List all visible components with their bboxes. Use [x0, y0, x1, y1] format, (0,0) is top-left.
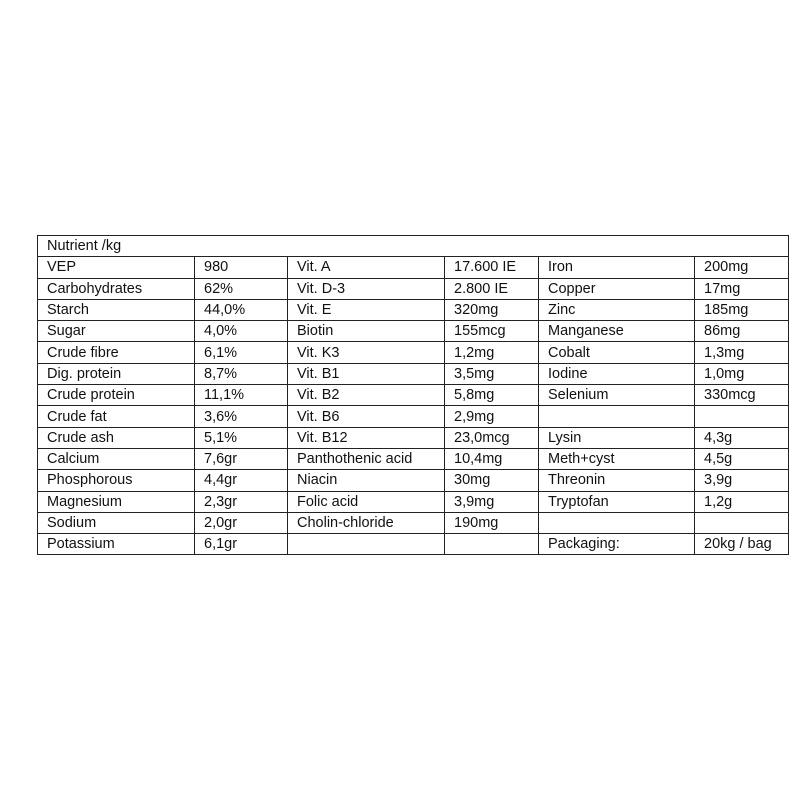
- nutrient-value-cell: 5,1%: [195, 427, 288, 448]
- nutrient-value-cell: 62%: [195, 278, 288, 299]
- table-title: Nutrient /kg: [38, 236, 789, 257]
- nutrient-name-cell: [288, 534, 445, 555]
- nutrient-name-cell: Vit. A: [288, 257, 445, 278]
- nutrient-value-cell: 10,4mg: [445, 448, 539, 469]
- nutrient-value-cell: 5,8mg: [445, 385, 539, 406]
- nutrient-name-cell: Magnesium: [38, 491, 195, 512]
- nutrient-value-cell: 320mg: [445, 299, 539, 320]
- table-title-row: [38, 236, 789, 257]
- nutrient-table: [37, 235, 789, 555]
- nutrient-name-cell: Vit. B2: [288, 385, 445, 406]
- nutrient-name-cell: Vit. D-3: [288, 278, 445, 299]
- nutrient-value-cell: 1,2mg: [445, 342, 539, 363]
- nutrient-value-cell: [695, 512, 789, 533]
- nutrient-name-cell: [539, 406, 695, 427]
- table-row: [38, 491, 789, 512]
- nutrient-value-cell: 6,1gr: [195, 534, 288, 555]
- nutrient-name-cell: Iron: [539, 257, 695, 278]
- nutrient-name-cell: Cholin-chloride: [288, 512, 445, 533]
- nutrient-value-cell: 200mg: [695, 257, 789, 278]
- nutrient-value-cell: 2,3gr: [195, 491, 288, 512]
- nutrient-value-cell: [445, 534, 539, 555]
- nutrient-name-cell: Calcium: [38, 448, 195, 469]
- nutrient-value-cell: 2,9mg: [445, 406, 539, 427]
- nutrient-name-cell: Vit. B1: [288, 363, 445, 384]
- nutrient-value-cell: 7,6gr: [195, 448, 288, 469]
- nutrient-value-cell: 8,7%: [195, 363, 288, 384]
- nutrient-value-cell: 1,3mg: [695, 342, 789, 363]
- nutrient-value-cell: 3,5mg: [445, 363, 539, 384]
- nutrient-value-cell: 330mcg: [695, 385, 789, 406]
- nutrient-value-cell: 2,0gr: [195, 512, 288, 533]
- nutrient-value-cell: 17.600 IE: [445, 257, 539, 278]
- table-row: [38, 321, 789, 342]
- nutrient-name-cell: Niacin: [288, 470, 445, 491]
- nutrient-name-cell: Sugar: [38, 321, 195, 342]
- nutrient-value-cell: 6,1%: [195, 342, 288, 363]
- table-row: [38, 448, 789, 469]
- table-row: [38, 299, 789, 320]
- nutrient-value-cell: 3,9mg: [445, 491, 539, 512]
- nutrient-value-cell: 2.800 IE: [445, 278, 539, 299]
- nutrient-name-cell: Vit. B6: [288, 406, 445, 427]
- nutrient-value-cell: 23,0mcg: [445, 427, 539, 448]
- nutrient-value-cell: 4,5g: [695, 448, 789, 469]
- nutrient-name-cell: Vit. K3: [288, 342, 445, 363]
- nutrient-name-cell: Folic acid: [288, 491, 445, 512]
- nutrient-name-cell: Meth+cyst: [539, 448, 695, 469]
- table-row: [38, 406, 789, 427]
- table-row: [38, 363, 789, 384]
- nutrient-value-cell: 86mg: [695, 321, 789, 342]
- nutrient-name-cell: Crude fibre: [38, 342, 195, 363]
- nutrient-value-cell: 155mcg: [445, 321, 539, 342]
- nutrient-value-cell: 185mg: [695, 299, 789, 320]
- nutrient-value-cell: 980: [195, 257, 288, 278]
- nutrient-name-cell: Copper: [539, 278, 695, 299]
- table-row: [38, 342, 789, 363]
- nutrient-name-cell: Zinc: [539, 299, 695, 320]
- nutrient-name-cell: Iodine: [539, 363, 695, 384]
- nutrient-name-cell: Crude ash: [38, 427, 195, 448]
- nutrient-value-cell: 4,0%: [195, 321, 288, 342]
- nutrient-value-cell: 4,4gr: [195, 470, 288, 491]
- table-row: [38, 427, 789, 448]
- nutrient-name-cell: Dig. protein: [38, 363, 195, 384]
- nutrient-name-cell: Crude fat: [38, 406, 195, 427]
- nutrient-value-cell: 4,3g: [695, 427, 789, 448]
- nutrient-name-cell: Carbohydrates: [38, 278, 195, 299]
- nutrient-name-cell: Tryptofan: [539, 491, 695, 512]
- nutrient-name-cell: Lysin: [539, 427, 695, 448]
- nutrient-value-cell: 11,1%: [195, 385, 288, 406]
- table-row: [38, 385, 789, 406]
- nutrient-value-cell: 3,6%: [195, 406, 288, 427]
- nutrient-value-cell: 1,2g: [695, 491, 789, 512]
- nutrient-value-cell: 3,9g: [695, 470, 789, 491]
- nutrient-value-cell: [695, 406, 789, 427]
- table-row: [38, 512, 789, 533]
- table-row: [38, 278, 789, 299]
- nutrient-name-cell: Panthothenic acid: [288, 448, 445, 469]
- nutrient-name-cell: Sodium: [38, 512, 195, 533]
- nutrient-name-cell: [539, 512, 695, 533]
- nutrient-name-cell: Phosphorous: [38, 470, 195, 491]
- nutrient-name-cell: Manganese: [539, 321, 695, 342]
- table-row: [38, 470, 789, 491]
- nutrient-name-cell: Potassium: [38, 534, 195, 555]
- nutrient-value-cell: 20kg / bag: [695, 534, 789, 555]
- nutrient-value-cell: 30mg: [445, 470, 539, 491]
- nutrient-name-cell: Vit. B12: [288, 427, 445, 448]
- nutrient-value-cell: 44,0%: [195, 299, 288, 320]
- nutrient-name-cell: VEP: [38, 257, 195, 278]
- nutrient-name-cell: Packaging:: [539, 534, 695, 555]
- nutrient-name-cell: Vit. E: [288, 299, 445, 320]
- nutrient-value-cell: 17mg: [695, 278, 789, 299]
- nutrient-name-cell: Selenium: [539, 385, 695, 406]
- nutrient-name-cell: Starch: [38, 299, 195, 320]
- nutrient-name-cell: Cobalt: [539, 342, 695, 363]
- nutrient-name-cell: Threonin: [539, 470, 695, 491]
- nutrient-value-cell: 1,0mg: [695, 363, 789, 384]
- table-row: [38, 257, 789, 278]
- table-row: [38, 534, 789, 555]
- nutrient-name-cell: Biotin: [288, 321, 445, 342]
- nutrient-name-cell: Crude protein: [38, 385, 195, 406]
- nutrient-value-cell: 190mg: [445, 512, 539, 533]
